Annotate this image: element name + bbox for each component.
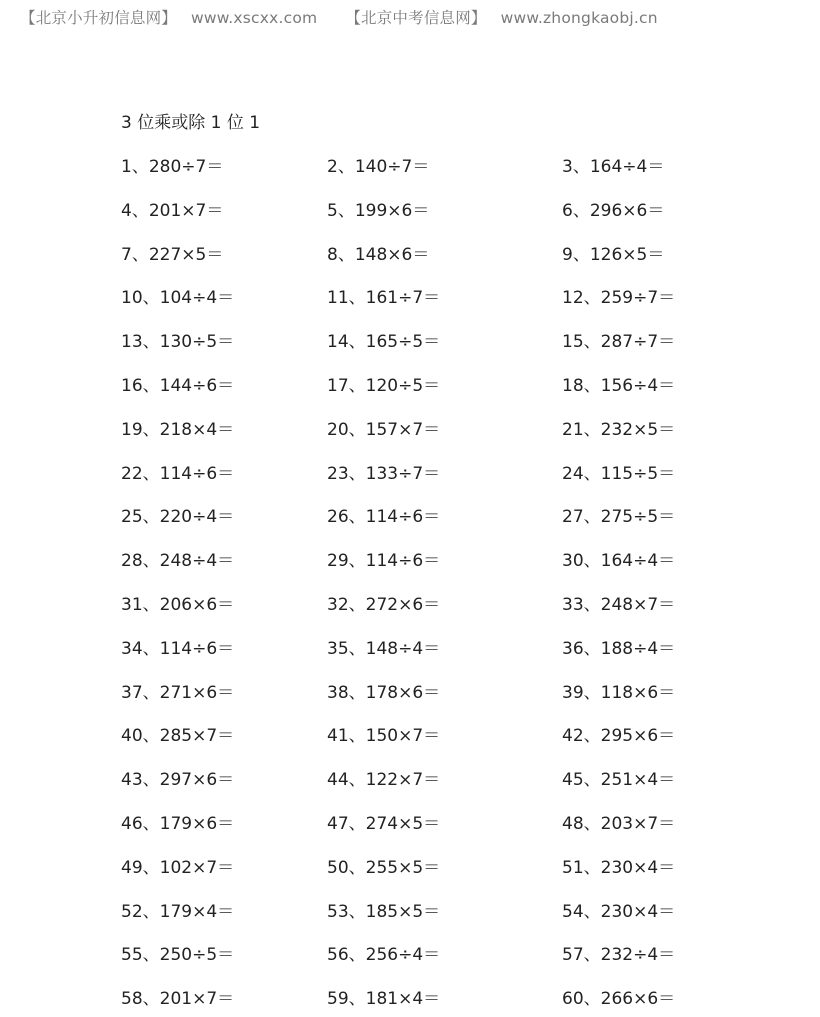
problem-item: 19、218×4＝ (121, 419, 235, 440)
problem-item: 47、274×5＝ (327, 813, 441, 834)
problem-item: 17、120÷5＝ (327, 375, 441, 396)
problem-item: 29、114÷6＝ (327, 551, 441, 572)
problem-row (0, 578, 820, 622)
problem-item: 6、296×6＝ (562, 200, 665, 221)
problem-item: 13、130÷5＝ (121, 332, 235, 353)
problem-item: 4、201×7＝ (121, 200, 224, 221)
site1-url-link[interactable]: www.xscxx.com (191, 9, 318, 27)
problem-item: 8、148×6＝ (327, 244, 430, 265)
problem-item: 59、181×4＝ (327, 989, 441, 1010)
problem-row (0, 403, 820, 447)
problem-item: 33、248×7＝ (562, 594, 676, 615)
problem-row (0, 753, 820, 797)
problem-item: 10、104÷4＝ (121, 288, 235, 309)
problem-row (0, 709, 820, 753)
problem-row (0, 885, 820, 929)
problem-item: 32、272×6＝ (327, 594, 441, 615)
problem-item: 58、201×7＝ (121, 989, 235, 1010)
problem-row (0, 841, 820, 885)
problem-row (0, 447, 820, 491)
problem-row (0, 797, 820, 841)
problem-item: 60、266×6＝ (562, 989, 676, 1010)
problem-item: 57、232÷4＝ (562, 945, 676, 966)
problem-item: 51、230×4＝ (562, 857, 676, 878)
problem-row (0, 972, 820, 1016)
problem-row (0, 666, 820, 710)
page-header (20, 6, 658, 28)
problem-item: 5、199×6＝ (327, 200, 430, 221)
problem-item: 48、203×7＝ (562, 813, 676, 834)
problem-item: 36、188÷4＝ (562, 638, 676, 659)
problem-item: 54、230×4＝ (562, 901, 676, 922)
problem-item: 25、220÷4＝ (121, 507, 235, 528)
problem-item: 3、164÷4＝ (562, 157, 665, 177)
problem-item: 44、122×7＝ (327, 770, 441, 791)
problem-row (0, 359, 820, 403)
problem-item: 9、126×5＝ (562, 244, 665, 265)
problem-item: 46、179×6＝ (121, 813, 235, 834)
problem-item: 12、259÷7＝ (562, 288, 676, 309)
problem-row (0, 490, 820, 534)
problem-item: 45、251×4＝ (562, 770, 676, 791)
problem-item: 43、297×6＝ (121, 770, 235, 791)
problem-row (0, 271, 820, 315)
problem-item: 56、256÷4＝ (327, 945, 441, 966)
problem-item: 24、115÷5＝ (562, 463, 676, 484)
problem-item: 1、280÷7＝ (121, 157, 224, 177)
problem-item: 41、150×7＝ (327, 726, 441, 747)
problem-item: 14、165÷5＝ (327, 332, 441, 353)
problem-item: 2、140÷7＝ (327, 157, 430, 177)
problem-row (0, 140, 820, 184)
problem-item: 52、179×4＝ (121, 901, 235, 922)
site2-name: 【北京中考信息网】 (345, 9, 487, 27)
problem-item: 27、275÷5＝ (562, 507, 676, 528)
problem-item: 16、144÷6＝ (121, 375, 235, 396)
problem-grid (0, 140, 820, 1016)
problem-item: 20、157×7＝ (327, 419, 441, 440)
problem-item: 40、285×7＝ (121, 726, 235, 747)
problem-item: 42、295×6＝ (562, 726, 676, 747)
problem-item: 39、118×6＝ (562, 682, 676, 703)
problem-item: 21、232×5＝ (562, 419, 676, 440)
problem-item: 26、114÷6＝ (327, 507, 441, 528)
problem-item: 11、161÷7＝ (327, 288, 441, 309)
problem-row (0, 315, 820, 359)
problem-item: 35、148÷4＝ (327, 638, 441, 659)
problem-row (0, 534, 820, 578)
problem-item: 49、102×7＝ (121, 857, 235, 878)
problem-row (0, 622, 820, 666)
site1-name: 【北京小升初信息网】 (20, 9, 178, 27)
problem-item: 22、114÷6＝ (121, 463, 235, 484)
problem-row (0, 228, 820, 272)
worksheet-title: 3 位乘或除 1 位 1 (121, 113, 261, 133)
problem-item: 30、164÷4＝ (562, 551, 676, 572)
problem-item: 15、287÷7＝ (562, 332, 676, 353)
problem-item: 18、156÷4＝ (562, 375, 676, 396)
site2-url-link[interactable]: www.zhongkaobj.cn (500, 9, 658, 27)
problem-item: 34、114÷6＝ (121, 638, 235, 659)
problem-item: 31、206×6＝ (121, 594, 235, 615)
problem-item: 50、255×5＝ (327, 857, 441, 878)
problem-item: 53、185×5＝ (327, 901, 441, 922)
problem-row (0, 184, 820, 228)
problem-item: 55、250÷5＝ (121, 945, 235, 966)
problem-row (0, 928, 820, 972)
problem-item: 23、133÷7＝ (327, 463, 441, 484)
problem-item: 7、227×5＝ (121, 244, 224, 265)
problem-item: 28、248÷4＝ (121, 551, 235, 572)
problem-item: 38、178×6＝ (327, 682, 441, 703)
problem-item: 37、271×6＝ (121, 682, 235, 703)
